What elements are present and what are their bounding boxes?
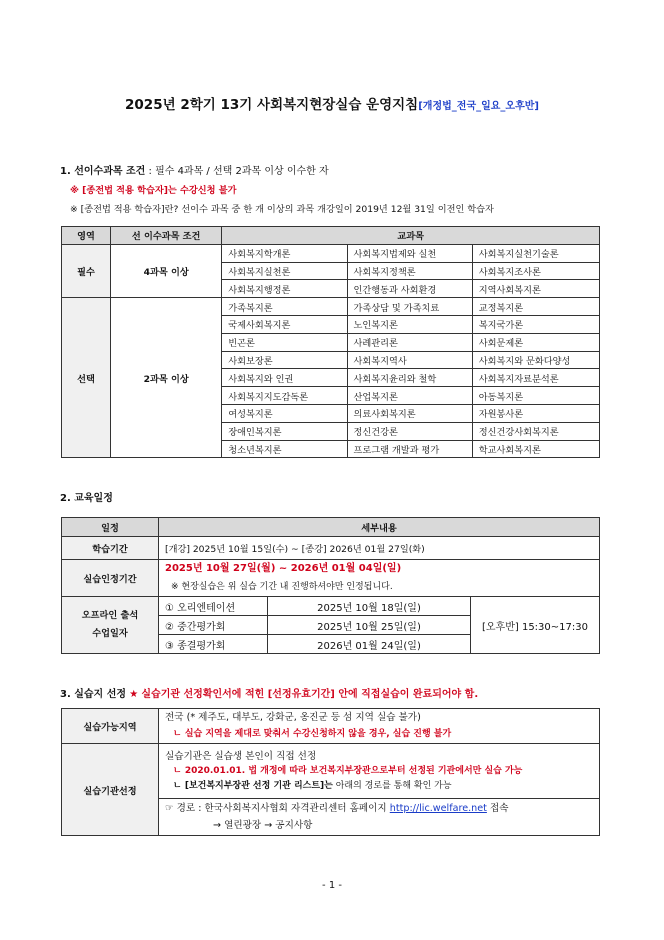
star-icon: ★ [129, 689, 139, 700]
subject-cell: 청소년복지론 [222, 440, 347, 458]
subject-cell: 사회복지행정론 [222, 280, 347, 298]
subject-cell: 노인복지론 [347, 315, 472, 333]
table-header-row [62, 227, 600, 245]
inst-path-b: 접속 [486, 803, 509, 814]
offline-item-1: ① 오리엔테이션 [159, 597, 268, 616]
recog-note: ※ 현장실습은 위 실습 기간 내 진행하셔야만 인정됩니다. [171, 582, 393, 592]
subject-cell: 아동복지론 [472, 387, 599, 405]
elective-area: 선택 [62, 298, 111, 458]
subject-cell: 정신건강사회복지론 [472, 422, 599, 440]
section1-note2: ※ [종전법 적용 학습자]란? 선이수 과목 중 한 개 이상의 과목 개강일이 2019년 12월 31일 이전인 학습자 [70, 204, 494, 215]
subject-cell: 사례관리론 [347, 333, 472, 351]
subject-cell: 인간행동과 사회환경 [347, 280, 472, 298]
inst-line1: 실습기관은 실습생 본인이 직접 선정 [165, 750, 317, 762]
subject-cell: 프로그램 개발과 평가 [347, 440, 472, 458]
subject-cell: 산업복지론 [347, 387, 472, 405]
subject-cell: 정신건강론 [347, 422, 472, 440]
inst-path2: → 열린광장 → 공지사항 [213, 820, 313, 831]
header-area: 영역 [62, 227, 111, 245]
elective-cond: 2과목 이상 [111, 298, 222, 458]
placement-table [61, 708, 600, 836]
subject-cell: 자원봉사론 [472, 404, 599, 422]
subject-cell: 지역사회복지론 [472, 280, 599, 298]
inst-line3 [165, 779, 593, 794]
title-sub: [개정법_전국_일요_오후반] [418, 101, 539, 112]
section3-heading-bold: 3. 실습지 선정 [60, 689, 127, 700]
section1-heading-bold: 1. 선이수과목 조건 [60, 166, 146, 177]
subject-cell: 사회복지학개론 [222, 244, 347, 262]
section1-note1: ※ [종전법 적용 학습자]는 수강신청 불가 [70, 185, 237, 196]
section3-heading [60, 685, 478, 700]
page-title [0, 93, 664, 113]
offline-label-line2: 수업일자 [92, 628, 128, 639]
offline-item-2: ② 중간평가회 [159, 616, 268, 635]
offline-time: [오후반] 15:30~17:30 [471, 597, 600, 654]
region-label: 실습가능지역 [62, 709, 159, 744]
inst-line3-rest: 아래의 경로를 통해 확인 가능 [332, 780, 452, 791]
subject-cell: 사회복지지도감독론 [222, 387, 347, 405]
subject-cell: 국제사회복지론 [222, 315, 347, 333]
offline-date-1: 2025년 10월 18일(일) [268, 597, 471, 616]
welfare-link[interactable]: http://lic.welfare.net [389, 803, 487, 814]
subjects-table [61, 226, 600, 458]
subject-cell: 의료사회복지론 [347, 404, 472, 422]
offline-label [62, 597, 159, 654]
inst-path [165, 800, 593, 817]
region-cell [159, 709, 600, 744]
section2-heading [60, 489, 113, 504]
table-row [62, 244, 600, 262]
subject-cell: 빈곤론 [222, 333, 347, 351]
subject-cell: 사회문제론 [472, 333, 599, 351]
sched-head-1: 일정 [62, 518, 159, 537]
subject-cell: 장애인복지론 [222, 422, 347, 440]
section1-heading [60, 162, 329, 177]
inst-line3-bold: ㄴ [보건복지부장관 선정 기관 리스트]는 [173, 780, 333, 791]
recog-label: 실습인정기간 [62, 560, 159, 597]
subject-cell: 사회복지실천기술론 [472, 244, 599, 262]
subject-cell: 사회복지역사 [347, 351, 472, 369]
subject-cell: 복지국가론 [472, 315, 599, 333]
page-number: - 1 - [322, 880, 342, 891]
schedule-table [61, 517, 600, 654]
subject-cell: 사회복지자료분석론 [472, 369, 599, 387]
section2-heading-bold: 2. 교육일정 [60, 493, 113, 504]
inst-path-cell [159, 799, 600, 836]
required-rows [62, 244, 600, 297]
subject-cell: 사회복지와 문화다양성 [472, 351, 599, 369]
title-main: 2025년 2학기 13기 사회복지현장실습 운영지침 [125, 97, 419, 113]
subject-cell: 교정복지론 [472, 298, 599, 316]
subject-cell: 사회보장론 [222, 351, 347, 369]
inst-path-a: ☞ 경로 : 한국사회복지사협회 자격관리센터 홈페이지 [165, 803, 390, 814]
subject-cell: 가족복지론 [222, 298, 347, 316]
elective-rows [62, 298, 600, 458]
section1-heading-rest: : 필수 4과목 / 선택 2과목 이상 이수한 자 [145, 166, 329, 177]
region-value: 전국 (* 제주도, 대부도, 강화군, 옹진군 등 섬 지역 실습 불가) [165, 712, 421, 723]
subject-cell: 사회복지조사론 [472, 262, 599, 280]
section3-heading-red: 실습기관 선정확인서에 적힌 [선정유효기간] 안에 직접실습이 완료되어야 함. [141, 689, 479, 700]
subject-cell: 사회복지정책론 [347, 262, 472, 280]
offline-date-2: 2025년 10월 25일(일) [268, 616, 471, 635]
subject-cell: 사회복지윤리와 철학 [347, 369, 472, 387]
required-area: 필수 [62, 244, 111, 297]
recog-cell [159, 560, 600, 597]
region-note: ㄴ 실습 지역을 제대로 맞춰서 수강신청하지 않을 경우, 실습 진행 불가 [173, 729, 452, 739]
header-cond: 선 이수과목 조건 [111, 227, 222, 245]
header-subjects: 교과목 [222, 227, 600, 245]
inst-label: 실습기관선정 [62, 744, 159, 836]
recog-value: 2025년 10월 27일(월) ~ 2026년 01월 04일(일) [165, 563, 402, 574]
required-cond: 4과목 이상 [111, 244, 222, 297]
table-row [62, 298, 600, 316]
offline-item-3: ③ 종결평가회 [159, 635, 268, 654]
inst-cell [159, 744, 600, 799]
period-label: 학습기간 [62, 537, 159, 560]
offline-date-3: 2026년 01월 24일(일) [268, 635, 471, 654]
offline-label-line1: 오프라인 출석 [81, 610, 139, 621]
subject-cell: 학교사회복지론 [472, 440, 599, 458]
inst-line2: ㄴ 2020.01.01. 법 개정에 따라 보건복지부장관으로부터 선정된 기관에서만 실습 가능 [173, 765, 523, 776]
sched-head-2: 세부내용 [159, 518, 600, 537]
subject-cell: 사회복지와 인권 [222, 369, 347, 387]
subject-cell: 사회복지실천론 [222, 262, 347, 280]
subject-cell: 가족상담 및 가족치료 [347, 298, 472, 316]
subject-cell: 여성복지론 [222, 404, 347, 422]
period-value: [개강] 2025년 10월 15일(수) ~ [종강] 2026년 01월 27일(화) [159, 537, 600, 560]
subject-cell: 사회복지법제와 실천 [347, 244, 472, 262]
